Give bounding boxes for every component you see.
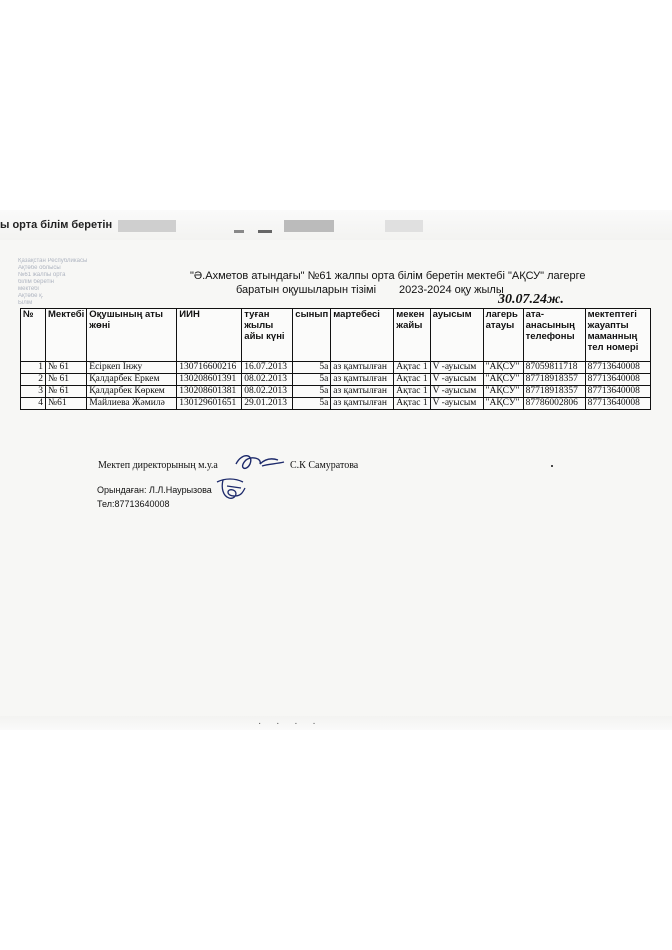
cell-status: аз қамтылған xyxy=(331,362,394,374)
performer: Орындаған: Л.Л.Наурызова xyxy=(97,485,212,495)
cell-school: № 61 xyxy=(46,386,87,398)
cell-camp-name: "АҚСУ" xyxy=(483,386,523,398)
stamp-line: №61 жалпы орта xyxy=(18,272,66,278)
col-header-responsible-phone: мектептегі жауапты маманның тел номері xyxy=(585,309,650,362)
col-header-class: сынып xyxy=(293,309,331,362)
cell-number: 4 xyxy=(21,398,46,410)
cell-address: Ақтас 1 xyxy=(394,362,430,374)
cell-school: № 61 xyxy=(46,362,87,374)
col-header-school: Мектебі xyxy=(46,309,87,362)
cell-birth-date: 08.02.2013 xyxy=(242,374,293,386)
cell-status: аз қамтылған xyxy=(331,374,394,386)
cell-iin: 130208601381 xyxy=(177,386,242,398)
cell-shift: V -ауысым xyxy=(430,362,483,374)
cell-address: Ақтас 1 xyxy=(394,398,430,410)
cell-student-name: Майлиева Жәмилә xyxy=(87,398,177,410)
scan-artifact: · · · · xyxy=(258,718,322,729)
col-header-parent-phone: ата-анасының телефоны xyxy=(523,309,585,362)
table-row xyxy=(21,398,651,410)
table-row xyxy=(21,386,651,398)
cell-status: аз қамтылған xyxy=(331,398,394,410)
cell-number: 2 xyxy=(21,374,46,386)
cell-status: аз қамтылған xyxy=(331,386,394,398)
handwritten-date: 30.07.24ж. xyxy=(498,292,564,307)
director-signature xyxy=(232,450,286,474)
cell-shift: V -ауысым xyxy=(430,386,483,398)
cell-address: Ақтас 1 xyxy=(394,374,430,386)
stamp-line: Білім xyxy=(18,300,33,306)
cell-camp-name: "АҚСУ" xyxy=(483,362,523,374)
scan-artifact xyxy=(284,220,334,232)
scan-artifact xyxy=(258,230,272,233)
stamp-line: Қазақстан Республикасы xyxy=(18,258,88,264)
col-header-number: № xyxy=(21,309,46,362)
stamp-line: мектебі xyxy=(18,286,39,292)
col-header-student-name: Оқушының аты жөні xyxy=(87,309,177,362)
cell-student-name: Қалдарбек Көркем xyxy=(87,386,177,398)
cell-class: 5а xyxy=(293,374,331,386)
cell-class: 5а xyxy=(293,398,331,410)
cell-school: №61 xyxy=(46,398,87,410)
col-header-address: мекен жайы xyxy=(394,309,430,362)
cell-camp-name: "АҚСУ" xyxy=(483,374,523,386)
cell-iin: 130129601651 xyxy=(177,398,242,410)
cell-responsible-phone: 87713640008 xyxy=(585,398,650,410)
cell-class: 5а xyxy=(293,362,331,374)
cell-number: 3 xyxy=(21,386,46,398)
header-fragment: ы орта білім беретін xyxy=(0,219,113,231)
col-header-shift: ауысым xyxy=(430,309,483,362)
performer-phone: Тел:87713640008 xyxy=(97,499,170,509)
cell-iin: 130716600216 xyxy=(177,362,242,374)
col-header-camp-name: лагерь атауы xyxy=(483,309,523,362)
scan-artifact xyxy=(234,230,244,233)
document-subtitle: баратын оқушыларын тізімі xyxy=(236,284,377,296)
cell-address: Ақтас 1 xyxy=(394,386,430,398)
student-list-table xyxy=(20,308,651,410)
cell-birth-date: 29.01.2013 xyxy=(242,398,293,410)
cell-parent-phone: 87786002806 xyxy=(523,398,585,410)
document-title: "Ә.Ахметов атындағы" №61 жалпы орта білім беретін мектебі "АҚСУ" лагерге xyxy=(190,270,586,282)
scan-margin-top xyxy=(0,0,672,210)
cell-shift: V -ауысым xyxy=(430,398,483,410)
col-header-iin: ИИН xyxy=(177,309,242,362)
stamp-line: білім беретін xyxy=(18,279,54,285)
table-row xyxy=(21,374,651,386)
cell-birth-date: 08.02.2013 xyxy=(242,386,293,398)
scan-artifact xyxy=(118,220,176,232)
cell-school: № 61 xyxy=(46,374,87,386)
performer-signature xyxy=(213,476,247,502)
stamp-line: Ақтөбе қ. xyxy=(18,293,44,299)
cell-student-name: Есіркеп Інжу xyxy=(87,362,177,374)
cell-parent-phone: 87718918357 xyxy=(523,374,585,386)
cell-birth-date: 16.07.2013 xyxy=(242,362,293,374)
director-label: Мектеп директорының м.у.а xyxy=(98,460,218,471)
cell-shift: V -ауысым xyxy=(430,374,483,386)
ink-dot xyxy=(551,465,553,467)
cell-parent-phone: 87718918357 xyxy=(523,386,585,398)
scan-strip xyxy=(0,716,672,730)
cell-iin: 130208601391 xyxy=(177,374,242,386)
scan-margin-bottom xyxy=(0,730,672,950)
cell-responsible-phone: 87713640008 xyxy=(585,386,650,398)
col-header-birth-date: туған жылы айы күні xyxy=(242,309,293,362)
table-header-row xyxy=(21,309,651,362)
stamp-line: Ақтөбе облысы xyxy=(18,265,61,271)
cell-responsible-phone: 87713640008 xyxy=(585,362,650,374)
academic-year: 2023-2024 оқу жылы xyxy=(399,284,504,296)
cell-responsible-phone: 87713640008 xyxy=(585,374,650,386)
table-row xyxy=(21,362,651,374)
cell-number: 1 xyxy=(21,362,46,374)
cell-camp-name: "АҚСУ" xyxy=(483,398,523,410)
director-name: С.К Самуратова xyxy=(290,460,359,471)
cell-student-name: Қалдарбек Еркем xyxy=(87,374,177,386)
cell-class: 5а xyxy=(293,386,331,398)
scan-artifact xyxy=(385,220,423,232)
cell-parent-phone: 87059811718 xyxy=(523,362,585,374)
col-header-status: мартебесі xyxy=(331,309,394,362)
